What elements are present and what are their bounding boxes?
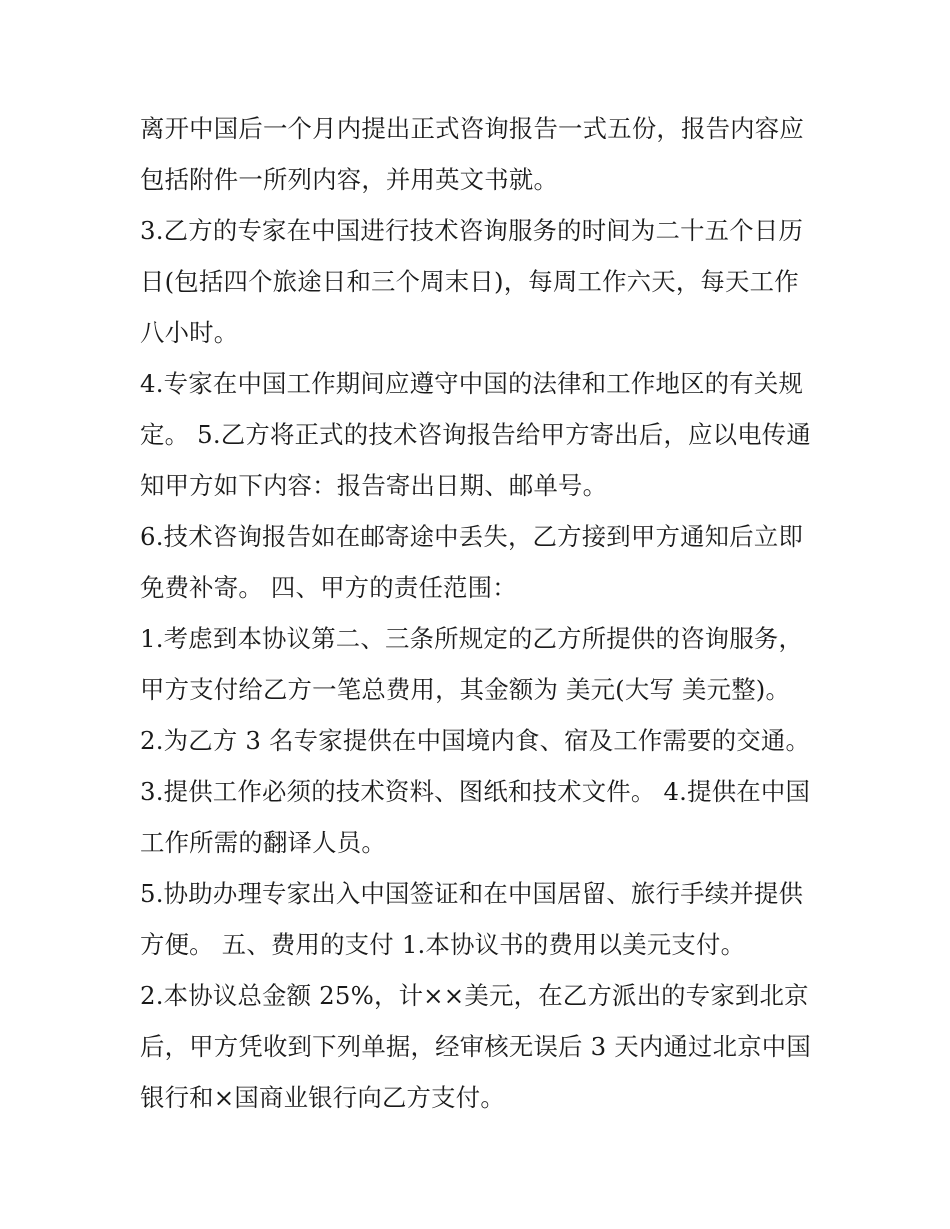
text-line: 工作所需的翻译人员。 — [140, 828, 386, 857]
text-line: 后，甲方凭收到下列单据，经审核无误后 3 天内通过北京中国 — [140, 1032, 811, 1061]
text-line: 银行和×国商业银行向乙方支付。 — [140, 1083, 505, 1112]
text-line: 5.协助办理专家出入中国签证和在中国居留、旅行手续并提供 — [140, 879, 804, 908]
text-line: 日(包括四个旅途日和三个周末日)，每周工作六天，每天工作 — [140, 267, 799, 296]
text-line: 知甲方如下内容：报告寄出日期、邮单号。 — [140, 471, 608, 500]
text-line: 6.技术咨询报告如在邮寄途中丢失，乙方接到甲方通知后立即 — [140, 522, 804, 551]
document-body — [140, 103, 820, 1123]
text-line: 3.提供工作必须的技术资料、图纸和技术文件。 4.提供在中国 — [140, 777, 811, 806]
text-line: 甲方支付给乙方一笔总费用，其金额为 美元(大写 美元整)。 — [140, 675, 791, 704]
text-line: 离开中国后一个月内提出正式咨询报告一式五份，报告内容应 — [140, 114, 804, 143]
text-line: 2.本协议总金额 25%，计××美元，在乙方派出的专家到北京 — [140, 981, 809, 1010]
text-line: 免费补寄。 四、甲方的责任范围： — [140, 573, 517, 602]
text-line: 方便。 五、费用的支付 1.本协议书的费用以美元支付。 — [140, 930, 746, 959]
text-line: 包括附件一所列内容，并用英文书就。 — [140, 165, 559, 194]
text-line: 八小时。 — [140, 318, 239, 347]
text-line: 3.乙方的专家在中国进行技术咨询服务的时间为二十五个日历 — [140, 216, 804, 245]
text-line: 2.为乙方 3 名专家提供在中国境内食、宿及工作需要的交通。 — [140, 726, 811, 755]
text-line: 定。 5.乙方将正式的技术咨询报告给甲方寄出后，应以电传通 — [140, 420, 811, 449]
text-line: 1.考虑到本协议第二、三条所规定的乙方所提供的咨询服务， — [140, 624, 804, 653]
text-line: 4.专家在中国工作期间应遵守中国的法律和工作地区的有关规 — [140, 369, 804, 398]
